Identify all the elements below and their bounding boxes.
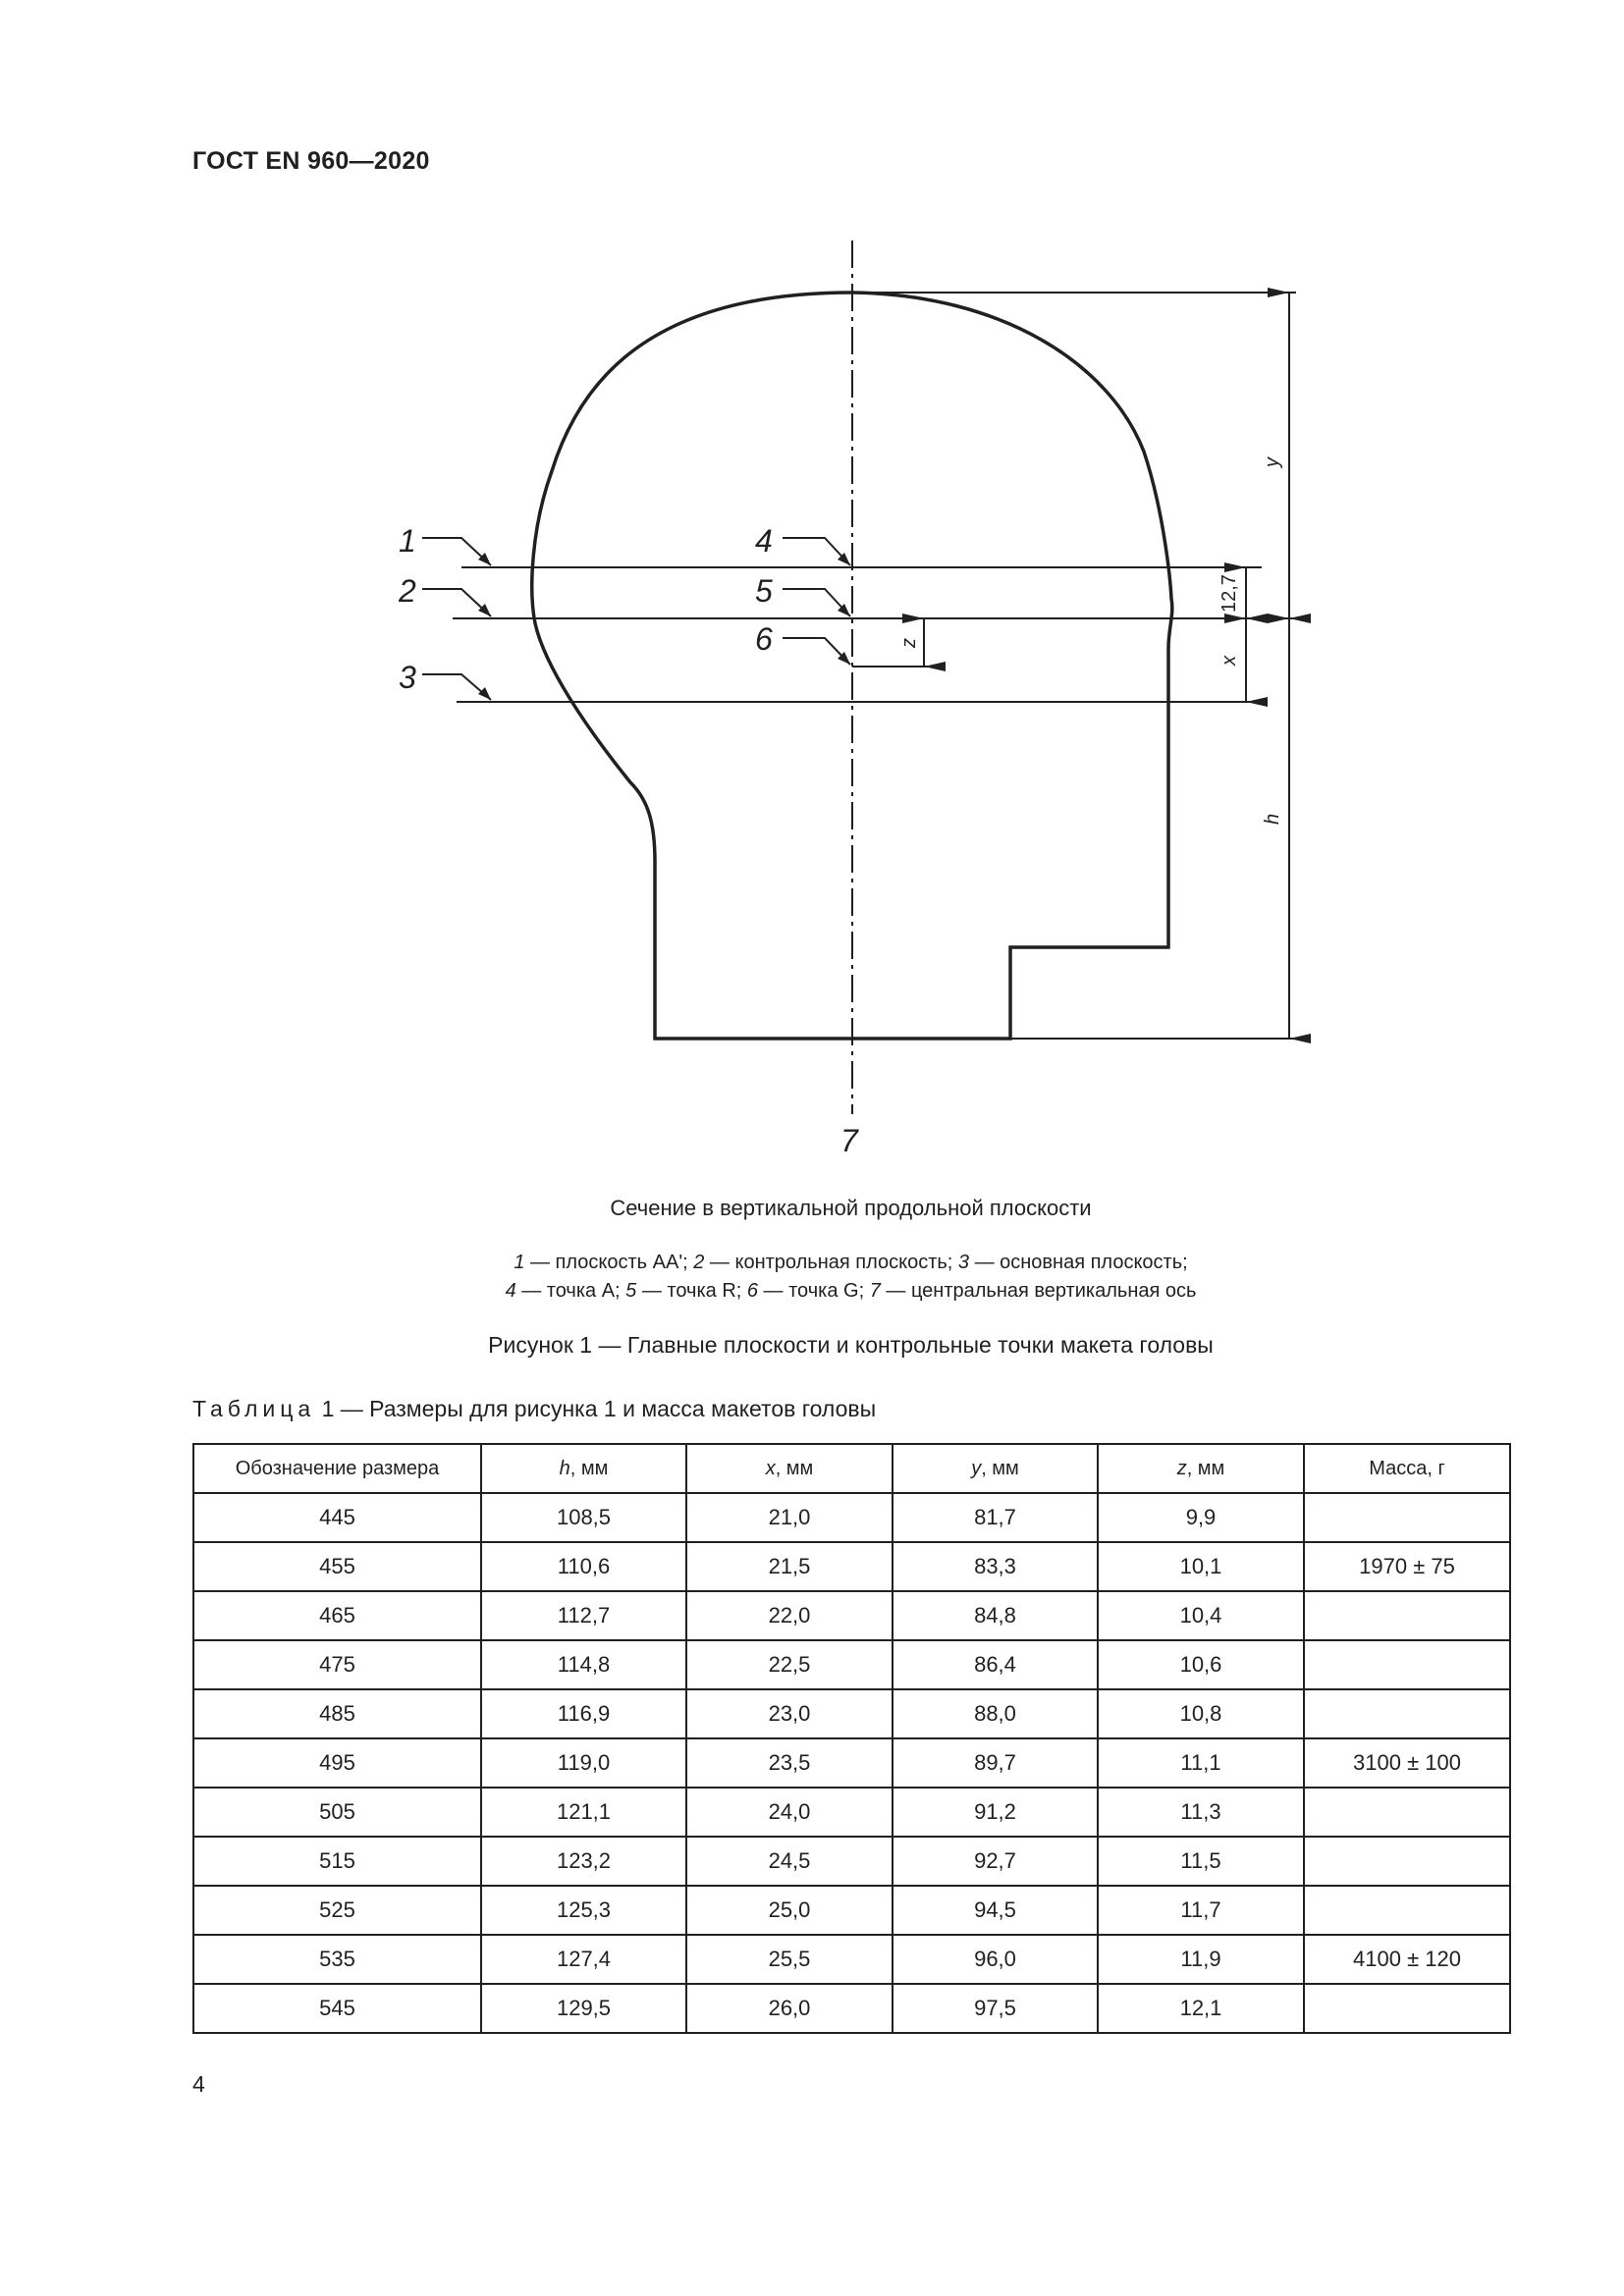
table-cell: 84,8: [893, 1591, 1098, 1640]
table-cell: 96,0: [893, 1935, 1098, 1984]
header-x: x, мм: [686, 1444, 893, 1493]
table-cell: 10,1: [1098, 1542, 1304, 1591]
mass-cell: [1304, 1640, 1510, 1689]
table-cell: 119,0: [481, 1738, 686, 1788]
table-cell: 88,0: [893, 1689, 1098, 1738]
table-cell: 86,4: [893, 1640, 1098, 1689]
dim-label-x: x: [1218, 656, 1240, 666]
table-row: [193, 1640, 1510, 1689]
table-header-row: [193, 1444, 1510, 1493]
table-cell: 545: [193, 1984, 481, 2033]
table-cell: 116,9: [481, 1689, 686, 1738]
page-number: 4: [192, 2071, 205, 2097]
table-cell: 11,9: [1098, 1935, 1304, 1984]
table-cell: 24,5: [686, 1837, 893, 1886]
legend-line-2: 4 — точка A; 5 — точка R; 6 — точка G; 7 — центральная вертикальная ось: [505, 1280, 1197, 1302]
table-cell: 110,6: [481, 1542, 686, 1591]
table-cell: 23,5: [686, 1738, 893, 1788]
table-cell: 112,7: [481, 1591, 686, 1640]
table-title: Таблица 1 — Размеры для рисунка 1 и масса макетов головы: [192, 1396, 877, 1421]
table-cell: 25,5: [686, 1935, 893, 1984]
table-cell: 11,3: [1098, 1788, 1304, 1837]
table-cell: 10,4: [1098, 1591, 1304, 1640]
leader-4: [783, 538, 850, 565]
table-cell: 129,5: [481, 1984, 686, 2033]
table-cell: 445: [193, 1493, 481, 1542]
table-cell: 11,5: [1098, 1837, 1304, 1886]
leader-3: [422, 674, 491, 700]
table-cell: 10,8: [1098, 1689, 1304, 1738]
leader-5: [783, 589, 850, 616]
table-row: [193, 1591, 1510, 1640]
header-mass: Масса, г: [1304, 1444, 1510, 1493]
dimensions-table: [192, 1443, 1511, 2034]
table-cell: 81,7: [893, 1493, 1098, 1542]
leader-1: [422, 538, 491, 565]
mass-cell: [1304, 1689, 1510, 1738]
callout-6: 6: [755, 621, 773, 657]
mass-cell: [1304, 1493, 1510, 1542]
table-cell: 22,0: [686, 1591, 893, 1640]
table-cell: 25,0: [686, 1886, 893, 1935]
table-cell: 92,7: [893, 1837, 1098, 1886]
table-cell: 505: [193, 1788, 481, 1837]
table-cell: 475: [193, 1640, 481, 1689]
table-cell: 23,0: [686, 1689, 893, 1738]
callout-3: 3: [399, 660, 416, 695]
table-cell: 9,9: [1098, 1493, 1304, 1542]
figure-legend: [0, 1249, 1624, 1306]
table-cell: 26,0: [686, 1984, 893, 2033]
table-cell: 91,2: [893, 1788, 1098, 1837]
dim-label-h: h: [1262, 813, 1283, 825]
header-h: h, мм: [481, 1444, 686, 1493]
table-cell: 21,5: [686, 1542, 893, 1591]
table-row: [193, 1788, 1510, 1837]
table-cell: 495: [193, 1738, 481, 1788]
table-cell: 12,1: [1098, 1984, 1304, 2033]
table-row: [193, 1738, 1510, 1788]
table-row: [193, 1689, 1510, 1738]
table-row: [193, 1493, 1510, 1542]
table-cell: 11,1: [1098, 1738, 1304, 1788]
table-cell: 10,6: [1098, 1640, 1304, 1689]
table-cell: 515: [193, 1837, 481, 1886]
mass-cell: 3100 ± 100: [1304, 1738, 1510, 1788]
table-cell: 123,2: [481, 1837, 686, 1886]
mass-cell: [1304, 1837, 1510, 1886]
table-row: [193, 1542, 1510, 1591]
table-cell: 89,7: [893, 1738, 1098, 1788]
table-cell: 125,3: [481, 1886, 686, 1935]
table-cell: 21,0: [686, 1493, 893, 1542]
mass-cell: 4100 ± 120: [1304, 1935, 1510, 1984]
callout-1: 1: [399, 523, 416, 559]
table-cell: 465: [193, 1591, 481, 1640]
callout-2: 2: [399, 573, 416, 609]
table-cell: 535: [193, 1935, 481, 1984]
callout-5: 5: [755, 573, 773, 609]
dim-label-z: z: [898, 638, 920, 648]
header-y: y, мм: [893, 1444, 1098, 1493]
table-cell: 127,4: [481, 1935, 686, 1984]
table-cell: 11,7: [1098, 1886, 1304, 1935]
callout-7: 7: [840, 1123, 858, 1158]
table-cell: 525: [193, 1886, 481, 1935]
legend-line-1: 1 — плоскость AA'; 2 — контрольная плоскость; 3 — основная плоскость;: [514, 1252, 1188, 1273]
table-cell: 114,8: [481, 1640, 686, 1689]
dim-label-y: y: [1262, 457, 1283, 467]
table-row: [193, 1886, 1510, 1935]
mass-cell: [1304, 1788, 1510, 1837]
header-z: z, мм: [1098, 1444, 1304, 1493]
table-row: [193, 1935, 1510, 1984]
table-cell: 97,5: [893, 1984, 1098, 2033]
mass-cell: [1304, 1886, 1510, 1935]
callout-4: 4: [755, 523, 773, 559]
mass-cell: [1304, 1591, 1510, 1640]
header-size: Обозначение размера: [193, 1444, 481, 1493]
dim-label-12-7: 12,7: [1218, 574, 1240, 613]
mass-cell: [1304, 1984, 1510, 2033]
table-cell: 108,5: [481, 1493, 686, 1542]
leader-2: [422, 589, 491, 616]
table-cell: 455: [193, 1542, 481, 1591]
table-cell: 83,3: [893, 1542, 1098, 1591]
table-cell: 121,1: [481, 1788, 686, 1837]
leader-6: [783, 638, 850, 665]
section-title: Сечение в вертикальной продольной плоскости: [610, 1196, 1092, 1220]
figure-caption: Рисунок 1 — Главные плоскости и контрольные точки макета головы: [488, 1332, 1214, 1358]
table-cell: 94,5: [893, 1886, 1098, 1935]
table-row: [193, 1837, 1510, 1886]
document-code: ГОСТ EN 960—2020: [192, 147, 430, 175]
table-cell: 22,5: [686, 1640, 893, 1689]
mass-cell: 1970 ± 75: [1304, 1542, 1510, 1591]
table-cell: 24,0: [686, 1788, 893, 1837]
table-cell: 485: [193, 1689, 481, 1738]
table-row: [193, 1984, 1510, 2033]
